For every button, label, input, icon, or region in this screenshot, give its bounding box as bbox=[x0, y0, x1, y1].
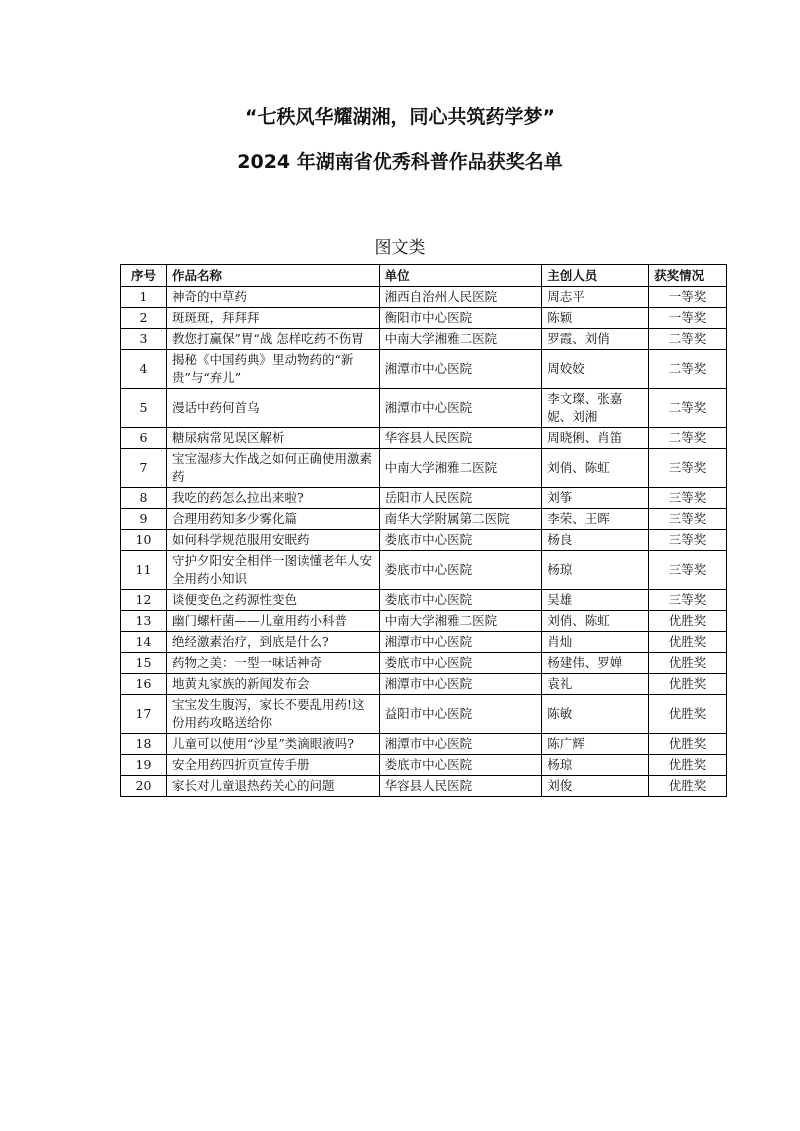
cell-unit: 湘潭市中心医院 bbox=[379, 389, 542, 428]
section-title: 图文类 bbox=[374, 238, 426, 258]
table-row bbox=[121, 530, 727, 551]
cell-award: 优胜奖 bbox=[649, 755, 727, 776]
cell-creators: 杨建伟、罗婵 bbox=[542, 653, 649, 674]
cell-number: 12 bbox=[121, 590, 167, 611]
cell-work-name: 教您打赢保”胃“战 怎样吃药不伤胃 bbox=[166, 329, 379, 350]
cell-number: 1 bbox=[121, 287, 167, 308]
header-creators: 主创人员 bbox=[542, 265, 649, 287]
table-row bbox=[121, 308, 727, 329]
cell-award: 三等奖 bbox=[649, 449, 727, 488]
cell-award: 二等奖 bbox=[649, 389, 727, 428]
cell-work-name: 斑斑斑，拜拜拜 bbox=[166, 308, 379, 329]
cell-award: 二等奖 bbox=[649, 350, 727, 389]
cell-award: 三等奖 bbox=[649, 530, 727, 551]
cell-number: 8 bbox=[121, 488, 167, 509]
cell-work-name: 神奇的中草药 bbox=[166, 287, 379, 308]
cell-creators: 罗霞、刘俏 bbox=[542, 329, 649, 350]
cell-number: 19 bbox=[121, 755, 167, 776]
cell-creators: 刘俏、陈虹 bbox=[542, 611, 649, 632]
cell-award: 优胜奖 bbox=[649, 776, 727, 797]
cell-number: 11 bbox=[121, 551, 167, 590]
cell-number: 17 bbox=[121, 695, 167, 734]
table-row bbox=[121, 329, 727, 350]
cell-number: 6 bbox=[121, 428, 167, 449]
table-row bbox=[121, 488, 727, 509]
cell-award: 优胜奖 bbox=[649, 632, 727, 653]
cell-creators: 周晓俐、肖笛 bbox=[542, 428, 649, 449]
cell-award: 优胜奖 bbox=[649, 653, 727, 674]
table-row bbox=[121, 509, 727, 530]
cell-creators: 杨良 bbox=[542, 530, 649, 551]
cell-work-name: 谈便变色之药源性变色 bbox=[166, 590, 379, 611]
cell-unit: 娄底市中心医院 bbox=[379, 590, 542, 611]
cell-number: 9 bbox=[121, 509, 167, 530]
cell-unit: 岳阳市人民医院 bbox=[379, 488, 542, 509]
cell-number: 7 bbox=[121, 449, 167, 488]
cell-work-name: 幽门螺杆菌——儿童用药小科普 bbox=[166, 611, 379, 632]
cell-work-name: 如何科学规范服用安眠药 bbox=[166, 530, 379, 551]
cell-unit: 华容县人民医院 bbox=[379, 428, 542, 449]
cell-work-name: 漫话中药何首乌 bbox=[166, 389, 379, 428]
cell-creators: 杨琼 bbox=[542, 755, 649, 776]
cell-creators: 李荣、王晖 bbox=[542, 509, 649, 530]
cell-creators: 袁礼 bbox=[542, 674, 649, 695]
cell-creators: 吴雄 bbox=[542, 590, 649, 611]
cell-number: 13 bbox=[121, 611, 167, 632]
table-row bbox=[121, 611, 727, 632]
cell-unit: 华容县人民医院 bbox=[379, 776, 542, 797]
award-table bbox=[120, 264, 727, 797]
cell-number: 3 bbox=[121, 329, 167, 350]
cell-work-name: 家长对儿童退热药关心的问题 bbox=[166, 776, 379, 797]
cell-award: 优胜奖 bbox=[649, 674, 727, 695]
table-row bbox=[121, 428, 727, 449]
cell-creators: 杨琼 bbox=[542, 551, 649, 590]
cell-unit: 衡阳市中心医院 bbox=[379, 308, 542, 329]
cell-award: 优胜奖 bbox=[649, 611, 727, 632]
cell-number: 18 bbox=[121, 734, 167, 755]
cell-number: 4 bbox=[121, 350, 167, 389]
table-row bbox=[121, 776, 727, 797]
cell-creators: 刘俊 bbox=[542, 776, 649, 797]
cell-work-name: 宝宝发生腹泻，家长不要乱用药!这份用药攻略送给你 bbox=[166, 695, 379, 734]
cell-work-name: 地黄丸家族的新闻发布会 bbox=[166, 674, 379, 695]
cell-number: 10 bbox=[121, 530, 167, 551]
table-row bbox=[121, 449, 727, 488]
table-row bbox=[121, 653, 727, 674]
cell-award: 优胜奖 bbox=[649, 695, 727, 734]
cell-unit: 娄底市中心医院 bbox=[379, 653, 542, 674]
table-row bbox=[121, 674, 727, 695]
table-row bbox=[121, 734, 727, 755]
cell-unit: 中南大学湘雅二医院 bbox=[379, 611, 542, 632]
table-row bbox=[121, 590, 727, 611]
cell-unit: 娄底市中心医院 bbox=[379, 755, 542, 776]
header-award: 获奖情况 bbox=[649, 265, 727, 287]
cell-award: 三等奖 bbox=[649, 590, 727, 611]
cell-award: 优胜奖 bbox=[649, 734, 727, 755]
cell-unit: 湘潭市中心医院 bbox=[379, 734, 542, 755]
cell-number: 15 bbox=[121, 653, 167, 674]
cell-number: 5 bbox=[121, 389, 167, 428]
cell-creators: 李文璨、张嘉妮、刘湘 bbox=[542, 389, 649, 428]
cell-unit: 南华大学附属第二医院 bbox=[379, 509, 542, 530]
cell-work-name: 守护夕阳安全相伴一图读懂老年人安全用药小知识 bbox=[166, 551, 379, 590]
cell-unit: 娄底市中心医院 bbox=[379, 530, 542, 551]
cell-award: 三等奖 bbox=[649, 488, 727, 509]
table-row bbox=[121, 350, 727, 389]
cell-number: 16 bbox=[121, 674, 167, 695]
cell-unit: 湘潭市中心医院 bbox=[379, 632, 542, 653]
cell-number: 2 bbox=[121, 308, 167, 329]
cell-unit: 湘潭市中心医院 bbox=[379, 350, 542, 389]
cell-unit: 娄底市中心医院 bbox=[379, 551, 542, 590]
cell-work-name: 药物之美：一型一味话神奇 bbox=[166, 653, 379, 674]
cell-unit: 中南大学湘雅二医院 bbox=[379, 329, 542, 350]
cell-unit: 湘潭市中心医院 bbox=[379, 674, 542, 695]
cell-number: 20 bbox=[121, 776, 167, 797]
cell-award: 一等奖 bbox=[649, 308, 727, 329]
cell-creators: 刘俏、陈虹 bbox=[542, 449, 649, 488]
cell-work-name: 合理用药知多少雾化篇 bbox=[166, 509, 379, 530]
cell-creators: 周志平 bbox=[542, 287, 649, 308]
cell-work-name: 我吃的药怎么拉出来啦? bbox=[166, 488, 379, 509]
table-row bbox=[121, 695, 727, 734]
cell-creators: 陈颖 bbox=[542, 308, 649, 329]
table-row bbox=[121, 755, 727, 776]
cell-award: 二等奖 bbox=[649, 329, 727, 350]
cell-work-name: 宝宝湿疹大作战之如何正确使用激素药 bbox=[166, 449, 379, 488]
header-work-name: 作品名称 bbox=[166, 265, 379, 287]
cell-creators: 陈广辉 bbox=[542, 734, 649, 755]
cell-award: 二等奖 bbox=[649, 428, 727, 449]
table-row bbox=[121, 632, 727, 653]
cell-work-name: 儿童可以使用“沙星”类滴眼液吗? bbox=[166, 734, 379, 755]
table-row bbox=[121, 287, 727, 308]
cell-work-name: 绝经激素治疗，到底是什么? bbox=[166, 632, 379, 653]
table-body bbox=[121, 287, 727, 797]
cell-work-name: 安全用药四折页宣传手册 bbox=[166, 755, 379, 776]
cell-award: 三等奖 bbox=[649, 551, 727, 590]
cell-work-name: 糖尿病常见误区解析 bbox=[166, 428, 379, 449]
cell-creators: 周姣姣 bbox=[542, 350, 649, 389]
header-number: 序号 bbox=[121, 265, 167, 287]
document-title-line2: 2024 年湖南省优秀科普作品获奖名单 bbox=[237, 151, 563, 173]
table-row bbox=[121, 389, 727, 428]
table-header-row bbox=[121, 265, 727, 287]
cell-unit: 益阳市中心医院 bbox=[379, 695, 542, 734]
cell-award: 三等奖 bbox=[649, 509, 727, 530]
header-unit: 单位 bbox=[379, 265, 542, 287]
cell-creators: 陈敏 bbox=[542, 695, 649, 734]
cell-number: 14 bbox=[121, 632, 167, 653]
cell-unit: 中南大学湘雅二医院 bbox=[379, 449, 542, 488]
table-row bbox=[121, 551, 727, 590]
cell-award: 一等奖 bbox=[649, 287, 727, 308]
cell-creators: 刘筝 bbox=[542, 488, 649, 509]
cell-creators: 肖灿 bbox=[542, 632, 649, 653]
cell-unit: 湘西自治州人民医院 bbox=[379, 287, 542, 308]
cell-work-name: 揭秘《中国药典》里动物药的“新贵”与“弃儿” bbox=[166, 350, 379, 389]
document-title-line1: “七秩风华耀湖湘，同心共筑药学梦” bbox=[245, 106, 555, 128]
